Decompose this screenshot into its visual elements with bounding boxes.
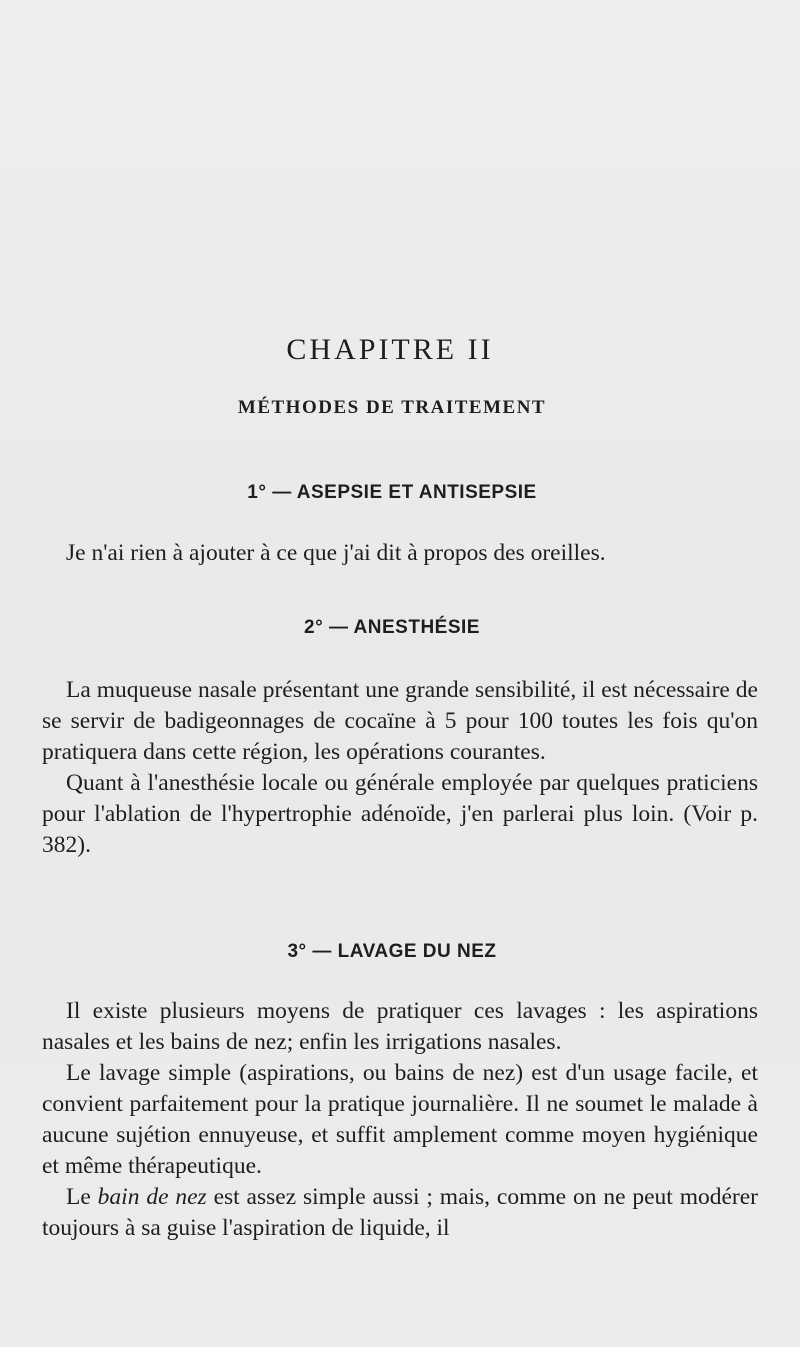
chapter-title: CHAPITRE II bbox=[286, 333, 494, 366]
section-heading-asepsie: 1° — ASEPSIE ET ANTISEPSIE bbox=[247, 482, 537, 503]
emphasis-bain-de-nez: bain de nez bbox=[97, 1184, 207, 1210]
section-heading-lavage: 3° — LAVAGE DU NEZ bbox=[287, 941, 497, 962]
section-asepsie-paragraph: Je n'ai rien à ajouter à ce que j'ai dit à propos des oreilles. bbox=[66, 540, 606, 566]
section-heading-anesthesie: 2° — ANESTHÉSIE bbox=[304, 617, 480, 638]
section-lavage-body bbox=[42, 996, 758, 1244]
paragraph-rest: est assez simple aussi ; mais, comme on ne peut modérer toujours à sa guise l'aspiration de liquide, il bbox=[42, 1184, 758, 1241]
paragraph: Quant à l'anesthésie locale ou générale employée par quelques praticiens pour l'ablation de l'hypertrophie adénoïde, j'en parlerai plus loin. (Voir p. 382). bbox=[42, 770, 758, 858]
paragraph-lead: Le bbox=[66, 1184, 91, 1210]
paragraph: La muqueuse nasale présentant une grande sensibilité, il est nécessaire de se servir de badigeonnages de cocaïne à 5 pour 100 toutes les fois qu'on pratiquera dans cette région, les opérations courantes. bbox=[42, 677, 758, 765]
paragraph: Il existe plusieurs moyens de pratiquer ces lavages : les aspirations nasales et les bains de nez; enfin les irrigations nasales. bbox=[42, 998, 758, 1055]
paragraph: Le lavage simple (aspirations, ou bains de nez) est d'un usage facile, et convient parfaitement pour la pratique journalière. Il ne soumet le malade à aucune sujétion ennuyeuse, et suffit amplement comme moyen hygiénique et même thérapeutique. bbox=[42, 1060, 758, 1179]
section-anesthesie-body bbox=[42, 675, 758, 861]
chapter-subtitle: MÉTHODES DE TRAITEMENT bbox=[237, 397, 547, 418]
paragraph bbox=[42, 1182, 758, 1244]
